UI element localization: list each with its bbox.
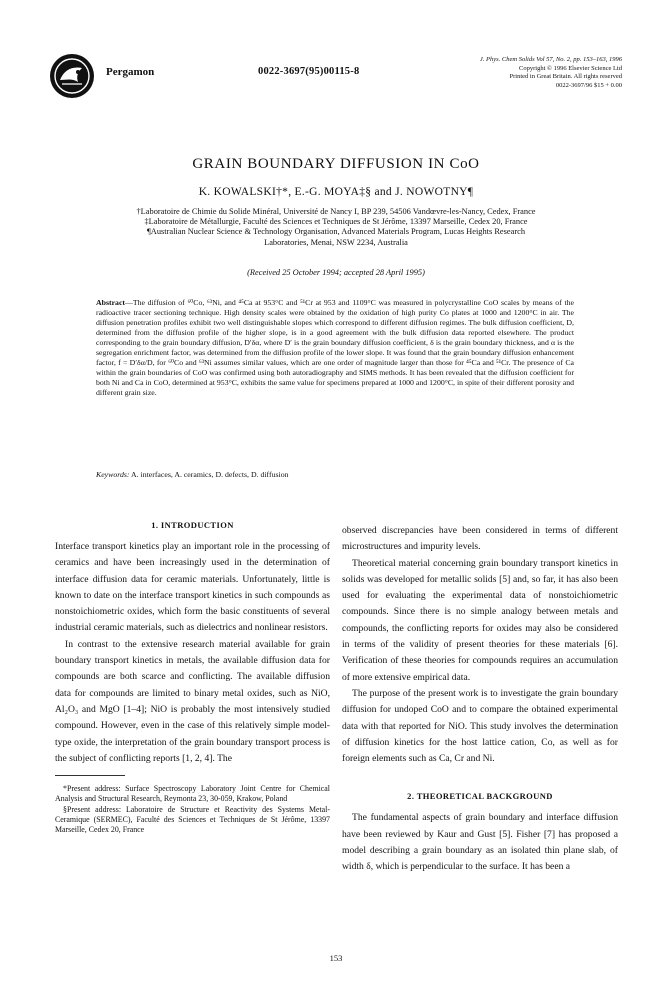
abstract — [96, 298, 574, 398]
footnote-divider — [55, 775, 125, 776]
keywords — [96, 470, 574, 479]
journal-info — [382, 56, 622, 90]
body-paragraph: The fundamental aspects of grain boundary and interface diffusion have been reviewed by Kaur and Gust [5]. Fisher [7] has proposed a model describing a grain boundary as an isolated thin plane slab, of width δ, which is perpendicular to the surface. It has been a — [342, 812, 618, 873]
affiliation-line: ¶Australian Nuclear Science & Technology Organisation, Advanced Materials Program, Lucas Heights Research — [146, 227, 526, 237]
received-dates: (Received 25 October 1994; accepted 28 April 1995) — [247, 268, 425, 277]
footnote: §Present address: Laboratoire de Structure et Reactivity des Systems Metal-Ceramique (SERMEC), Faculté des Sciences et Techniques de St Jérôme, 13397 Marseille, Cedex 20, France — [55, 805, 330, 834]
affiliation-line: Laboratories, Menai, NSW 2234, Australia — [264, 237, 408, 247]
body-paragraph: observed discrepancies have been considered in terms of different microstructures and impurity levels. — [342, 525, 618, 553]
affiliations — [40, 207, 632, 248]
affiliation-line: †Laboratoire de Chimie du Solide Minéral, Université de Nancy I, BP 239, 54506 Vandœvre-les-Nancy, Cedex, France — [136, 207, 536, 216]
abstract-text: —The diffusion of ⁶⁰Co, ⁶³Ni, and ⁴⁵Ca at 953°C and ⁵¹Cr at 953 and 1109°C was measured in polycrystalline CoO scales by means of the radioactive tracer sectioning technique. High density scales were obtained by the oxidation of high purity Co plates at 1000 and 1200°C in air. The diffusion penetration profiles exhibit two well distinguishable slopes which correspond to different diffusion regimes. The bulk diffusion coefficient, D, determined from the diffusion profile of the higher slope, is in a good agreement with the bulk diffusion data reported elsewhere. The product corresponding to the grain boundary diffusion, D′δα, where D′ is the grain boundary diffusion coefficient, δ is the grain boundary thickness, and α is the segregation enrichment factor, was determined from the diffusion profile of the lower slope. It was found that the grain boundary diffusion enhancement factor, f = D′δα/D, for ⁶⁰Co and ⁶³Ni assumes similar values, which are one order of magnitude larger than those for ⁴⁵Ca and ⁵¹Cr. The presence of Ca within the grain boundaries of CoO was confirmed using both autoradiography and SIMS methods. It has been revealed that the diffusion coefficient for both Ni and Ca in CoO, determined at 953°C, exhibits the same value for specimens prepared at 1000 and 1200°C, in spite of their different porosity and different grain size. — [96, 298, 574, 398]
section-heading-theoretical-background: 2. THEORETICAL BACKGROUND — [407, 791, 553, 802]
journal-line: 0022-3697/96 $15 + 0.00 — [555, 81, 622, 89]
journal-line: Printed in Great Britain. All rights reserved — [509, 73, 622, 80]
body-paragraph: The purpose of the present work is to investigate the grain boundary diffusion for undoped CoO and to compare the obtained experimental data with that reported for NiO. This study involves the determination of diffusion kinetics for the host lattice cation, Co, as well as for foreign elements such as Ca, Cr and Ni. — [342, 687, 618, 765]
body-paragraph: Theoretical material concerning grain boundary transport kinetics in solids was developed for metallic solids [5] and, so far, it has also been used for evaluating the experimental data of nonstoichiometric compounds. Since there is no simple analogy between metals and compounds, the conflicting reports for oxides may also be considered in terms of the validity of present theories for these materials [6]. Verification of these theories for compounds requires an accumulation of more extensive empirical data. — [342, 557, 618, 683]
body-paragraph: Interface transport kinetics play an important role in the processing of ceramics and have been increasingly used in the determination of interface diffusion data for ceramic materials. Unfortunately, little is known to date on the interface transport kinetics in such compounds as nonstoichiometric oxides, which form the basic constituents of several industrial ceramic materials, such as dielectrics and nonlinear resistors. — [55, 541, 330, 634]
page-number: 153 — [329, 953, 343, 963]
journal-line: J. Phys. Chem Solids Vol 57, No. 2, pp. 153–163, 1996 — [479, 56, 622, 63]
affiliation-line: ‡Laboratoire de Métallurgie, Faculté des Sciences et Techniques de St Jérôme, 13397 Marseille, Cedex 20, France — [144, 217, 528, 227]
footnote: *Present address: Surface Spectroscopy Laboratory Joint Centre for Chemical Analysis and Structural Research, Reymonta 23, 30-059, Krakow, Poland — [55, 784, 330, 803]
pergamon-logo-icon — [48, 52, 96, 100]
keywords-text: A. interfaces, A. ceramics, D. defects, D. diffusion — [129, 470, 289, 479]
left-column — [55, 520, 330, 836]
journal-line: Copyright © 1996 Elsevier Science Ltd — [519, 64, 622, 72]
publisher-name: Pergamon — [106, 66, 155, 78]
doi-code: 0022-3697(95)00115-8 — [258, 66, 360, 77]
right-column — [342, 523, 618, 876]
paper-title: GRAIN BOUNDARY DIFFUSION IN CoO — [192, 156, 480, 172]
section-heading-introduction: 1. INTRODUCTION — [151, 520, 234, 530]
body-paragraph: In contrast to the extensive research material available for grain boundary transport kinetics in metals, the available diffusion data for compounds are both scarce and conflicting. The available diffusion data for compounds are limited to binary metal oxides, such as NiO, Al₂O₃ and MgO [1–4]; NiO is probably the most intensively studied compound. However, even in the case of this relatively simple model-type oxide, the interpretation of the grain boundary transport process is the subject of conflicting reports [1, 2, 4]. The — [55, 638, 330, 764]
keywords-label: Keywords: — [96, 470, 130, 479]
author-list: K. KOWALSKI†*, E.-G. MOYA‡§ and J. NOWOTNY¶ — [198, 186, 474, 198]
abstract-label: Abstract — [96, 298, 126, 307]
